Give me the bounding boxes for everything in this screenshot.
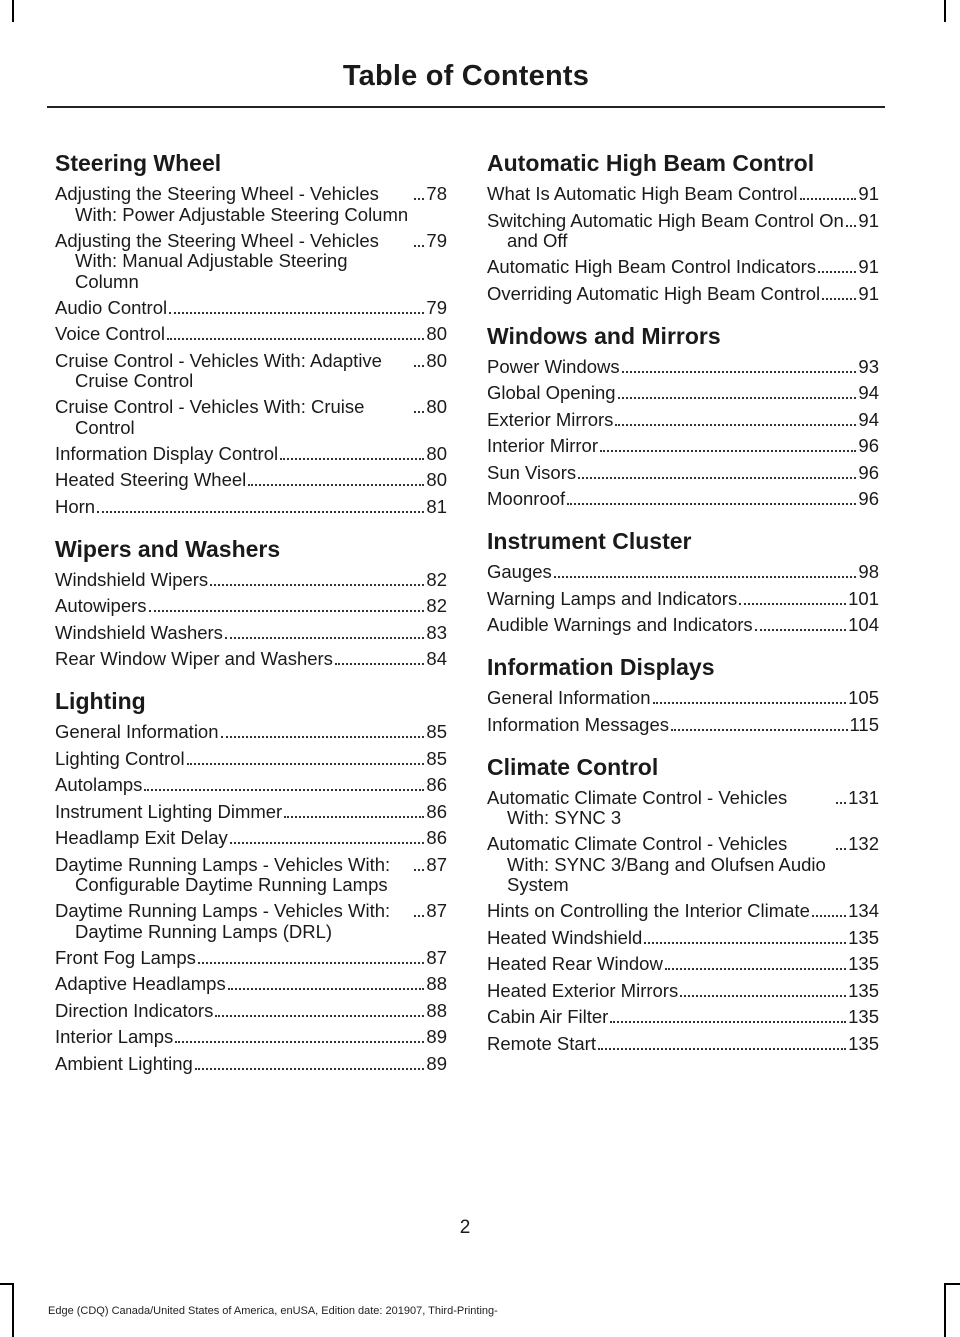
toc-entry[interactable] bbox=[55, 1001, 447, 1022]
toc-entry-page: 105 bbox=[848, 687, 879, 708]
toc-entry-page: 135 bbox=[848, 926, 879, 948]
toc-entry[interactable] bbox=[487, 981, 879, 1002]
dot-leader bbox=[280, 458, 424, 460]
toc-entry-title: Adaptive Headlamps bbox=[55, 973, 226, 994]
dot-leader bbox=[414, 365, 424, 367]
toc-entry-title: Adjusting the Steering Wheel - Vehicles With: Power Adjustable Steering Column bbox=[55, 184, 412, 225]
toc-section bbox=[487, 148, 879, 305]
toc-entry-page: 80 bbox=[426, 349, 447, 371]
dot-leader bbox=[335, 663, 424, 665]
toc-entry-title: Horn bbox=[55, 495, 96, 517]
toc-entry-page: 91 bbox=[858, 282, 879, 304]
toc-entry[interactable] bbox=[487, 834, 879, 896]
toc-entry[interactable] bbox=[487, 436, 879, 457]
dot-leader bbox=[198, 962, 425, 964]
toc-entry-page: 131 bbox=[848, 786, 879, 808]
toc-entry[interactable] bbox=[487, 928, 879, 949]
toc-entry[interactable] bbox=[55, 623, 447, 644]
toc-section bbox=[487, 321, 879, 511]
toc-entry-page: 89 bbox=[426, 1052, 447, 1074]
toc-entry-title: Ambient Lighting bbox=[55, 1052, 193, 1074]
toc-entry[interactable] bbox=[487, 954, 879, 975]
toc-entry[interactable] bbox=[487, 615, 879, 636]
toc-entry-title: Moonroof bbox=[487, 488, 566, 509]
toc-entry-page: 88 bbox=[426, 973, 447, 994]
toc-entry-page: 135 bbox=[848, 1032, 879, 1054]
toc-entry[interactable] bbox=[487, 489, 879, 510]
toc-entry-title: Overriding Automatic High Beam Control bbox=[487, 282, 821, 304]
section-title: Wipers and Washers bbox=[55, 535, 281, 562]
toc-section bbox=[487, 752, 879, 1055]
header-rule bbox=[47, 106, 885, 108]
toc-entry[interactable] bbox=[487, 410, 879, 431]
toc-entry-title: Information Messages bbox=[487, 713, 670, 735]
crop-mark-bottom-right-v bbox=[944, 1283, 946, 1337]
toc-entry-page: 96 bbox=[858, 435, 879, 456]
dot-leader bbox=[812, 915, 846, 917]
section-title: Windows and Mirrors bbox=[487, 322, 721, 349]
toc-entry-page: 78 bbox=[426, 183, 447, 204]
toc-entry-page: 93 bbox=[858, 355, 879, 377]
toc-entry[interactable] bbox=[55, 749, 447, 770]
toc-entry[interactable] bbox=[55, 497, 447, 518]
toc-entry-title: Hints on Controlling the Interior Climate bbox=[487, 900, 810, 921]
toc-entry-page: 86 bbox=[426, 827, 447, 848]
section-title: Steering Wheel bbox=[55, 150, 222, 176]
toc-entry[interactable] bbox=[487, 1007, 879, 1028]
toc-entry-page: 135 bbox=[848, 1006, 879, 1027]
dot-leader bbox=[567, 503, 856, 505]
dot-leader bbox=[836, 802, 846, 804]
toc-entry-page: 94 bbox=[858, 382, 879, 403]
toc-entry[interactable] bbox=[55, 231, 447, 293]
toc-entry[interactable] bbox=[487, 463, 879, 484]
toc-entry-page: 96 bbox=[858, 461, 879, 483]
dot-leader bbox=[755, 629, 846, 631]
dot-leader bbox=[578, 477, 856, 479]
toc-entry-title: Daytime Running Lamps - Vehicles With: Daytime Running Lamps (DRL) bbox=[55, 901, 412, 942]
toc-entry-title: Cabin Air Filter bbox=[487, 1006, 609, 1027]
toc-entry-title: Voice Control bbox=[55, 323, 166, 344]
dot-leader bbox=[167, 338, 424, 340]
dot-leader bbox=[210, 584, 424, 586]
section-title: Instrument Cluster bbox=[487, 528, 692, 554]
dot-leader bbox=[414, 869, 424, 871]
dot-leader bbox=[144, 789, 424, 791]
toc-entry-page: 80 bbox=[426, 442, 447, 464]
section-title: Climate Control bbox=[487, 753, 659, 780]
toc-entry-title: Heated Rear Window bbox=[487, 953, 663, 974]
toc-section bbox=[55, 148, 447, 518]
toc-entry-title: Sun Visors bbox=[487, 461, 577, 483]
section-title: Lighting bbox=[55, 688, 146, 714]
toc-entry[interactable] bbox=[55, 828, 447, 849]
toc-entry[interactable] bbox=[487, 211, 879, 252]
toc-entry-title: Front Fog Lamps bbox=[55, 946, 196, 968]
toc-entry[interactable] bbox=[55, 974, 447, 995]
toc-entry-title: Heated Steering Wheel bbox=[55, 469, 247, 490]
toc-entry-page: 87 bbox=[426, 946, 447, 968]
toc-section bbox=[55, 534, 447, 671]
toc-entry-title: Remote Start bbox=[487, 1032, 596, 1054]
dot-leader bbox=[800, 198, 857, 200]
toc-entry-title: Interior Lamps bbox=[55, 1026, 174, 1047]
toc-entry-page: 87 bbox=[426, 853, 447, 875]
toc-entry[interactable] bbox=[487, 901, 879, 922]
toc-entry[interactable] bbox=[55, 775, 447, 796]
toc-entry-page: 86 bbox=[426, 774, 447, 795]
dot-leader bbox=[739, 603, 846, 605]
toc-entry-title: Switching Automatic High Beam Control On and Off bbox=[487, 209, 844, 251]
toc-entry[interactable] bbox=[55, 351, 447, 392]
crop-mark-bottom-left-v bbox=[12, 1283, 14, 1337]
toc-entry-page: 104 bbox=[848, 614, 879, 635]
crop-mark-top-left-v bbox=[12, 0, 14, 22]
dot-leader bbox=[284, 816, 424, 818]
toc-entry-title: Interior Mirror bbox=[487, 435, 599, 456]
toc-entry[interactable] bbox=[487, 257, 879, 278]
toc-entry[interactable] bbox=[55, 596, 447, 617]
dot-leader bbox=[846, 225, 856, 227]
toc-entry[interactable] bbox=[55, 444, 447, 465]
toc-entry-page: 94 bbox=[858, 408, 879, 430]
toc-entry-title: Heated Windshield bbox=[487, 926, 643, 948]
crop-mark-bottom-right-h bbox=[944, 1283, 960, 1285]
dot-leader bbox=[610, 1021, 846, 1023]
footer-edition-text: Edge (CDQ) Canada/United States of America, enUSA, Edition date: 201907, Third-Printing- bbox=[48, 1305, 498, 1317]
page-number: 2 bbox=[459, 1217, 471, 1238]
toc-entry[interactable] bbox=[487, 715, 879, 736]
toc-entry-title: Daytime Running Lamps - Vehicles With: Configurable Daytime Running Lamps bbox=[55, 855, 412, 896]
toc-entry-title: Warning Lamps and Indicators bbox=[487, 587, 738, 609]
dot-leader bbox=[169, 312, 424, 314]
toc-entry-page: 88 bbox=[426, 999, 447, 1021]
toc-entry-page: 79 bbox=[426, 229, 447, 251]
toc-entry[interactable] bbox=[55, 570, 447, 591]
toc-entry-page: 135 bbox=[848, 979, 879, 1001]
toc-entry-title: Power Windows bbox=[487, 355, 620, 377]
toc-entry[interactable] bbox=[55, 802, 447, 823]
dot-leader bbox=[221, 736, 425, 738]
toc-entry-page: 80 bbox=[426, 396, 447, 417]
dot-leader bbox=[187, 763, 425, 765]
toc-entry[interactable] bbox=[487, 383, 879, 404]
dot-leader bbox=[215, 1015, 424, 1017]
dot-leader bbox=[622, 371, 857, 373]
toc-entry-page: 101 bbox=[848, 587, 879, 609]
section-title: Automatic High Beam Control bbox=[487, 150, 815, 176]
dot-leader bbox=[225, 637, 424, 639]
toc-entry-title: Information Display Control bbox=[55, 442, 279, 464]
toc-entry-title: What Is Automatic High Beam Control bbox=[487, 183, 798, 204]
toc-entry-title: Audible Warnings and Indicators bbox=[487, 614, 753, 635]
toc-entry[interactable] bbox=[487, 562, 879, 583]
toc-entry-page: 115 bbox=[849, 713, 879, 735]
section-title: Information Displays bbox=[487, 654, 715, 680]
toc-entry-page: 89 bbox=[426, 1026, 447, 1047]
dot-leader bbox=[680, 995, 846, 997]
dot-leader bbox=[149, 610, 425, 612]
toc-entry-page: 82 bbox=[426, 568, 447, 590]
toc-section bbox=[487, 652, 879, 736]
toc-entry-title: Heated Exterior Mirrors bbox=[487, 979, 679, 1001]
toc-entry[interactable] bbox=[487, 688, 879, 709]
toc-entry-page: 82 bbox=[426, 595, 447, 616]
toc-entry-title: General Information bbox=[55, 721, 219, 742]
toc-entry-page: 79 bbox=[426, 296, 447, 318]
dot-leader bbox=[554, 576, 857, 578]
toc-entry-title: Direction Indicators bbox=[55, 999, 214, 1021]
dot-leader bbox=[600, 450, 856, 452]
dot-leader bbox=[598, 1048, 846, 1050]
toc-entry-title: Instrument Lighting Dimmer bbox=[55, 800, 283, 822]
page-title: Table of Contents bbox=[342, 60, 590, 92]
toc-entry-page: 91 bbox=[858, 256, 879, 277]
dot-leader bbox=[175, 1041, 424, 1043]
toc-section bbox=[55, 686, 447, 1075]
toc-entry-title: Autolamps bbox=[55, 774, 143, 795]
toc-entry[interactable] bbox=[55, 298, 447, 319]
dot-leader bbox=[230, 842, 425, 844]
toc-entry-title: Headlamp Exit Delay bbox=[55, 827, 228, 848]
toc-entry-title: Exterior Mirrors bbox=[487, 408, 614, 430]
toc-entry-page: 85 bbox=[426, 747, 447, 769]
toc-entry-title: Windshield Washers bbox=[55, 621, 223, 643]
toc-entry[interactable] bbox=[55, 470, 447, 491]
dot-leader bbox=[822, 298, 856, 300]
toc-entry-title: Windshield Wipers bbox=[55, 568, 209, 590]
dot-leader bbox=[818, 271, 856, 273]
toc-entry-page: 80 bbox=[426, 323, 447, 344]
dot-leader bbox=[248, 484, 424, 486]
toc-entry[interactable] bbox=[487, 788, 879, 829]
crop-mark-top-right-v bbox=[944, 0, 946, 22]
toc-entry-title: Automatic Climate Control - Vehicles With: SYNC 3 bbox=[487, 788, 834, 829]
dot-leader bbox=[414, 411, 424, 413]
toc-entry-page: 81 bbox=[426, 495, 447, 517]
toc-entry-title: Gauges bbox=[487, 561, 552, 582]
toc-entry-title: Automatic High Beam Control Indicators bbox=[487, 256, 817, 277]
toc-right-column bbox=[487, 148, 879, 1071]
toc-entry[interactable] bbox=[55, 397, 447, 438]
dot-leader bbox=[653, 702, 847, 704]
dot-leader bbox=[97, 511, 424, 513]
toc-entry-title: Audio Control bbox=[55, 296, 168, 318]
dot-leader bbox=[618, 397, 857, 399]
toc-entry-title: Cruise Control - Vehicles With: Adaptive Cruise Control bbox=[55, 351, 412, 392]
toc-entry[interactable] bbox=[55, 1027, 447, 1048]
toc-entry[interactable] bbox=[487, 284, 879, 305]
toc-left-column bbox=[55, 148, 447, 1091]
toc-entry[interactable] bbox=[55, 324, 447, 345]
toc-entry-page: 132 bbox=[848, 833, 879, 854]
toc-entry-page: 96 bbox=[858, 488, 879, 509]
toc-entry[interactable] bbox=[55, 948, 447, 969]
toc-entry-title: Cruise Control - Vehicles With: Cruise Control bbox=[55, 397, 412, 438]
toc-entry-page: 84 bbox=[426, 648, 447, 669]
toc-entry-page: 91 bbox=[858, 183, 879, 204]
toc-entry-title: Adjusting the Steering Wheel - Vehicles With: Manual Adjustable Steering Column bbox=[55, 231, 412, 293]
dot-leader bbox=[414, 198, 424, 200]
dot-leader bbox=[414, 245, 424, 247]
toc-entry[interactable] bbox=[55, 184, 447, 225]
toc-entry-page: 134 bbox=[848, 900, 879, 921]
toc-entry-page: 83 bbox=[426, 621, 447, 643]
toc-entry-title: Rear Window Wiper and Washers bbox=[55, 648, 333, 669]
toc-entry-title: Autowipers bbox=[55, 595, 147, 616]
toc-entry[interactable] bbox=[55, 901, 447, 942]
dot-leader bbox=[228, 988, 425, 990]
toc-entry[interactable] bbox=[487, 357, 879, 378]
toc-entry-title: General Information bbox=[487, 687, 651, 708]
dot-leader bbox=[665, 968, 846, 970]
toc-entry-page: 87 bbox=[426, 900, 447, 921]
toc-entry[interactable] bbox=[487, 1034, 879, 1055]
dot-leader bbox=[671, 729, 847, 731]
toc-entry-title: Automatic Climate Control - Vehicles With: SYNC 3/Bang and Olufsen Audio System bbox=[487, 834, 834, 896]
dot-leader bbox=[836, 848, 846, 850]
toc-entry-page: 86 bbox=[426, 800, 447, 822]
toc-entry[interactable] bbox=[487, 589, 879, 610]
toc-entry-page: 135 bbox=[848, 953, 879, 974]
dot-leader bbox=[195, 1068, 425, 1070]
toc-entry-page: 80 bbox=[426, 469, 447, 490]
dot-leader bbox=[644, 942, 846, 944]
crop-mark-bottom-left-h bbox=[0, 1283, 14, 1285]
toc-entry-title: Global Opening bbox=[487, 382, 616, 403]
toc-entry[interactable] bbox=[55, 855, 447, 896]
toc-entry[interactable] bbox=[55, 649, 447, 670]
toc-entry-page: 98 bbox=[858, 561, 879, 582]
toc-entry-page: 91 bbox=[858, 209, 879, 231]
toc-entry[interactable] bbox=[487, 184, 879, 205]
toc-entry-title: Lighting Control bbox=[55, 747, 185, 769]
toc-entry[interactable] bbox=[55, 1054, 447, 1075]
toc-section bbox=[487, 526, 879, 636]
toc-entry[interactable] bbox=[55, 722, 447, 743]
dot-leader bbox=[615, 424, 856, 426]
dot-leader bbox=[414, 915, 424, 917]
toc-entry-page: 85 bbox=[426, 721, 447, 742]
